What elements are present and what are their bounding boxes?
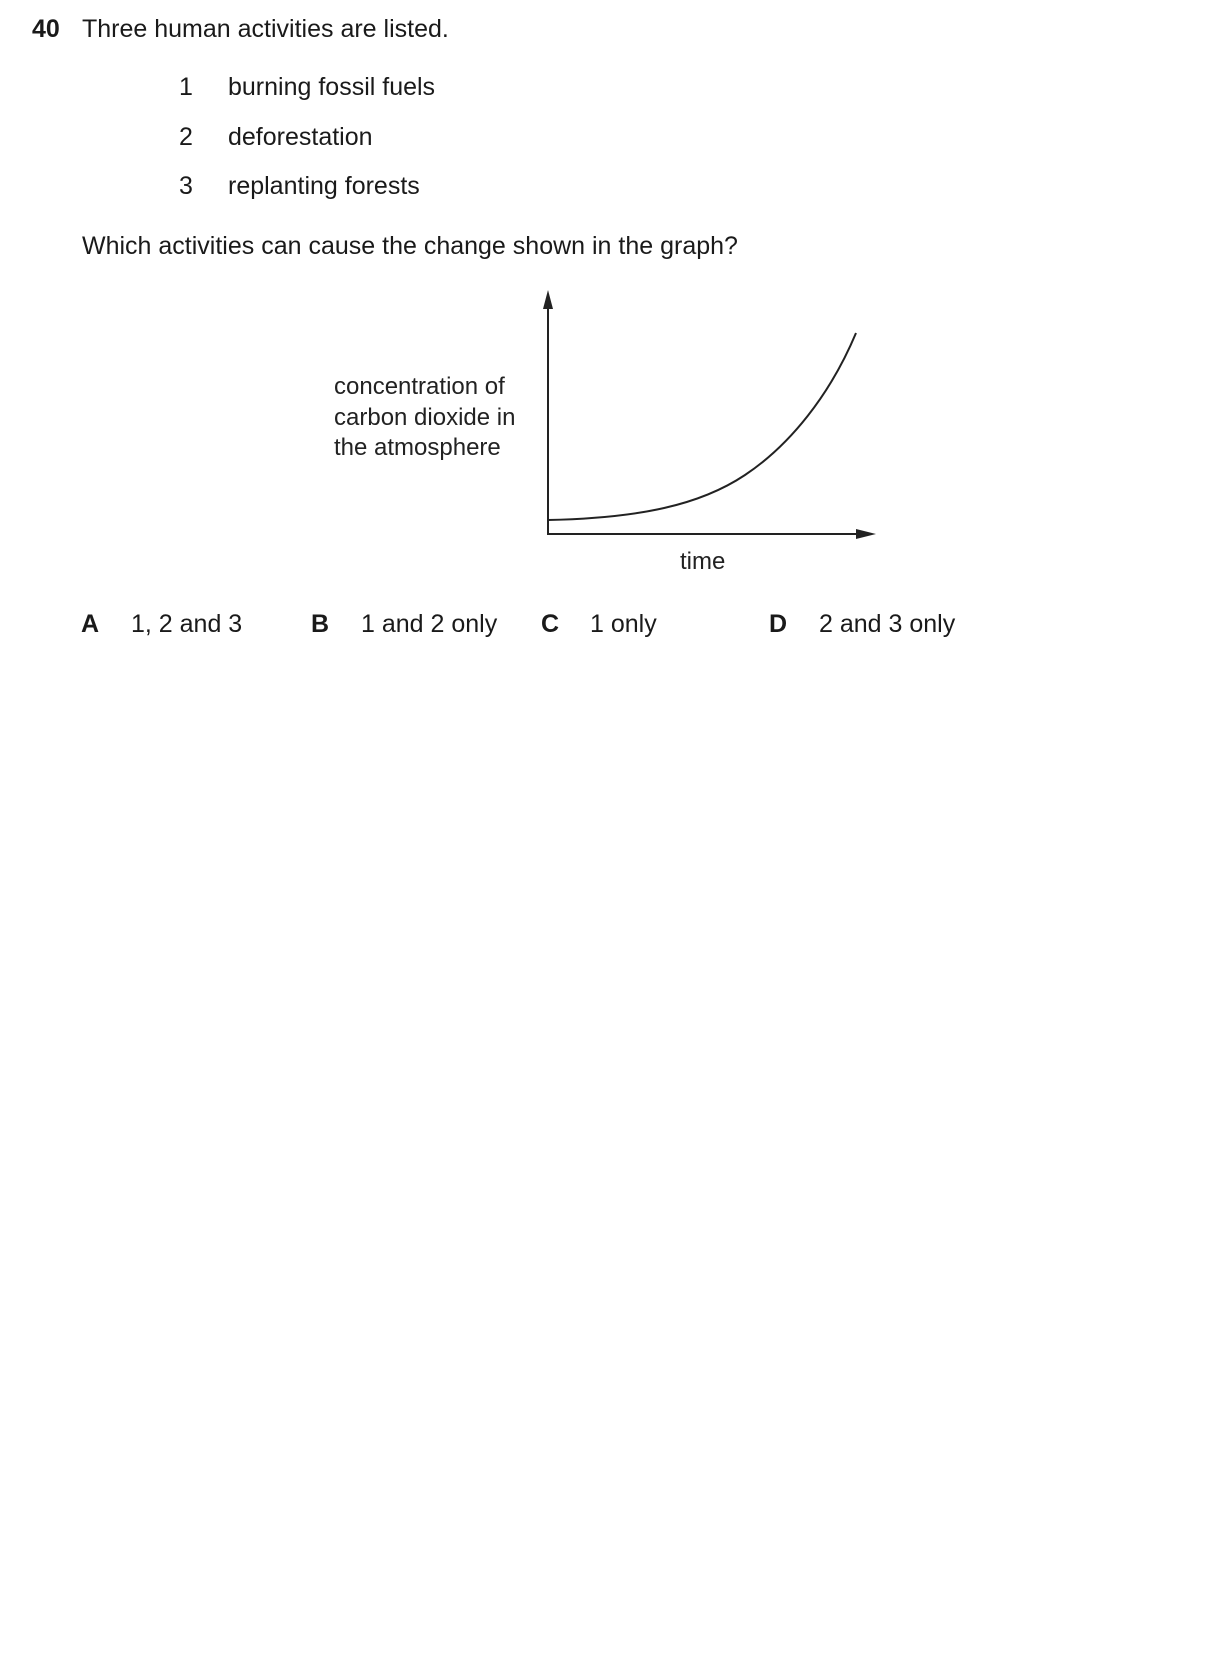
activity-number: 3 bbox=[179, 172, 193, 200]
activity-text: replanting forests bbox=[228, 172, 420, 200]
y-axis-label-line: concentration of bbox=[334, 373, 505, 400]
x-axis-label: time bbox=[680, 548, 726, 575]
option-text: 2 and 3 only bbox=[819, 610, 956, 638]
option-letter: A bbox=[81, 610, 100, 638]
activity-number: 2 bbox=[179, 123, 193, 151]
x-axis-arrowhead bbox=[856, 529, 876, 539]
question-number: 40 bbox=[32, 15, 60, 43]
option-text: 1 only bbox=[590, 610, 657, 638]
y-axis-label-line: carbon dioxide in bbox=[334, 404, 516, 431]
y-axis-arrowhead bbox=[543, 290, 553, 309]
option-letter: D bbox=[769, 610, 788, 638]
option-text: 1, 2 and 3 bbox=[131, 610, 243, 638]
co2-curve bbox=[548, 333, 856, 520]
activity-text: deforestation bbox=[228, 123, 373, 151]
option-text: 1 and 2 only bbox=[361, 610, 498, 638]
y-axis-label-line: the atmosphere bbox=[334, 434, 501, 461]
question-prompt: Which activities can cause the change shown in the graph? bbox=[82, 232, 738, 260]
activity-text: burning fossil fuels bbox=[228, 73, 436, 101]
question-stem: Three human activities are listed. bbox=[82, 15, 449, 43]
activity-number: 1 bbox=[179, 73, 193, 101]
option-letter: B bbox=[311, 610, 330, 638]
option-letter: C bbox=[541, 610, 560, 638]
